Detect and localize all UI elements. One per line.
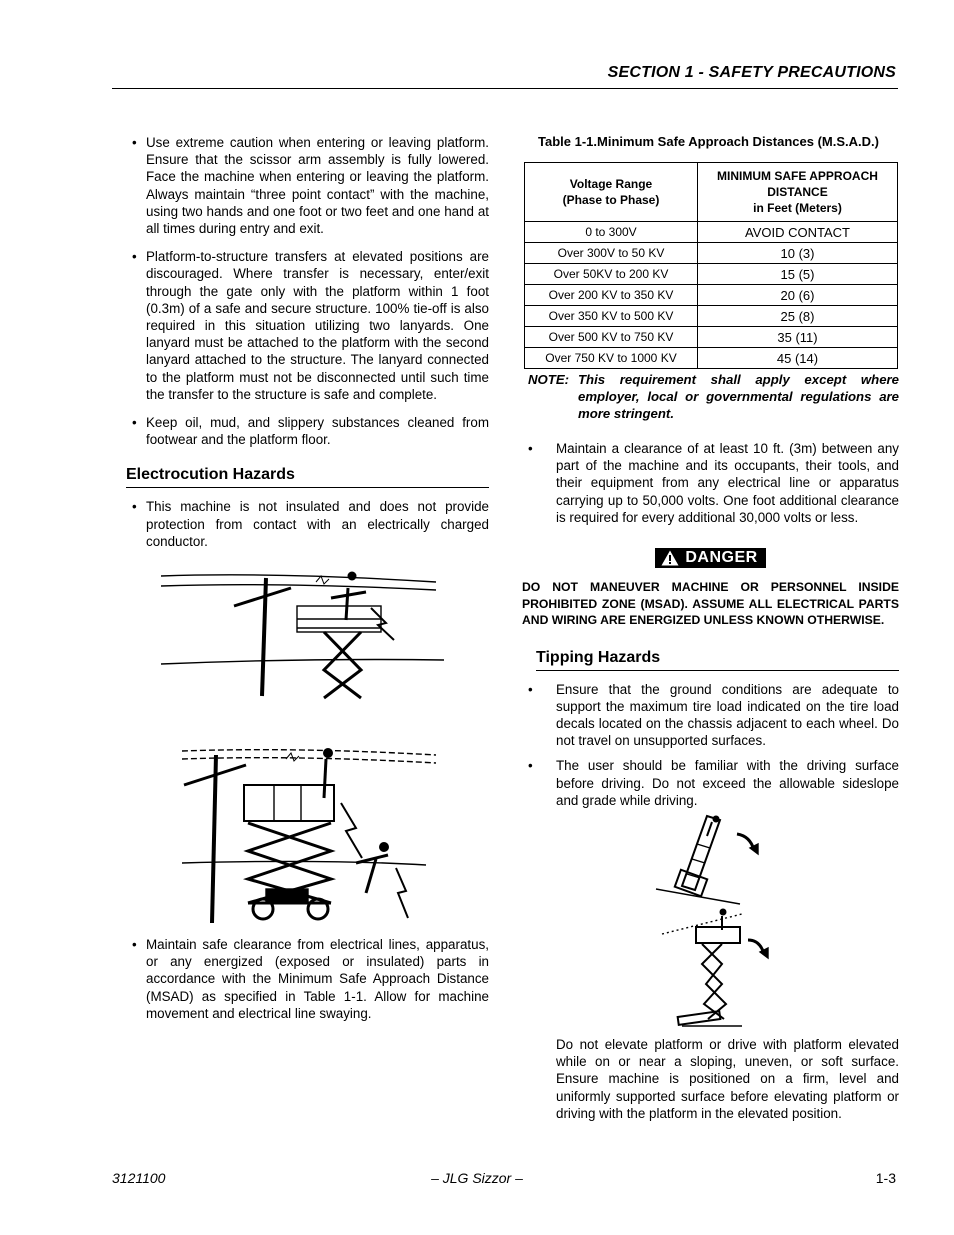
table-note [528, 371, 899, 422]
footer-doc-number: 3121100 [112, 1170, 166, 1186]
header-rule [112, 88, 898, 89]
electrocution-heading: Electrocution Hazards [126, 466, 489, 488]
cell-distance: 45 (14) [698, 348, 898, 369]
tipping-heading: Tipping Hazards [536, 649, 899, 671]
table-row [525, 348, 898, 369]
bullet-driving-surface: • The user should be familiar with the driving surface before driving. Do not exceed the allowable sideslope and grade while driving. [522, 757, 899, 809]
electrocution-illustration-1 [126, 568, 489, 703]
cell-range: Over 350 KV to 500 KV [525, 306, 698, 327]
table-row [525, 222, 898, 243]
cell-distance: AVOID CONTACT [698, 222, 898, 243]
cell-distance: 25 (8) [698, 306, 898, 327]
bullet-slippery: • Keep oil, mud, and slippery substances cleaned from footwear and the platform floor. [126, 414, 489, 448]
cell-distance: 10 (3) [698, 243, 898, 264]
electrocution-illustration-2 [126, 743, 489, 928]
cell-range: Over 200 KV to 350 KV [525, 285, 698, 306]
table-row [525, 306, 898, 327]
danger-label: DANGER [685, 549, 758, 567]
cell-distance: 20 (6) [698, 285, 898, 306]
bullet-clearance: • Maintain a clearance of at least 10 ft. (3m) between any part of the machine and its occupants, their tools, and their equipment from any electrical line or apparatus carrying up to 50,000 volts. One foot additional clearance is required for every additional 30,000 volts or less. [522, 440, 899, 526]
header-min-safe-distance: MINIMUM SAFE APPROACH DISTANCE in Feet (Meters) [698, 163, 898, 222]
danger-text: DO NOT MANEUVER MACHINE OR PERSONNEL INSIDE PROHIBITED ZONE (MSAD). ASSUME ALL ELECTRICAL PARTS AND WIRING ARE ENERGIZED UNLESS KNOWN OTHERWISE. [522, 580, 899, 628]
cell-range: 0 to 300V [525, 222, 698, 243]
bullet-transfers: • Platform-to-structure transfers at elevated positions are discouraged. Where transfer is necessary, enter/exit through the gate only with the platform within 1 foot (0.3m) of a safe and secure structure. 100% tie-off is also required in this situation utilizing two lanyards. One lanyard must be attached to the platform with the second lanyard attached to the structure. The lanyard connected to the platform must not be disconnected until such time the transfer to the structure is safe and complete. [126, 248, 489, 403]
table-row [525, 264, 898, 285]
table-row [525, 327, 898, 348]
tipping-paragraph: Do not elevate platform or drive with platform elevated while on or near a sloping, uneven, or soft surface. Ensure machine is positioned on a firm, level and uniformly supported surface before elevating platform or driving with the platform in the elevated position. [556, 1036, 899, 1121]
bullet-ground-conditions: • Ensure that the ground conditions are adequate to support the maximum tire load indicated on the tire load decals located on the chassis adjacent to each wheel. Do not travel on unsupported surfaces. [522, 681, 899, 750]
left-column [126, 134, 489, 1033]
tipping-illustration [522, 814, 899, 1034]
msad-table [524, 162, 898, 369]
table-header-row [525, 163, 898, 222]
footer-page-number: 1-3 [875, 1170, 896, 1186]
bullet-safe-clearance: • Maintain safe clearance from electrical lines, apparatus, or any energized (exposed or insulated) parts in accordance with the Minimum Safe Approach Distance (MSAD) as specified in Table 1-1. Allow for machine movement and electrical line swaying. [126, 936, 489, 1022]
note-text: This requirement shall apply except where employer, local or governmental regulations are more stringent. [578, 372, 899, 421]
header-voltage-range: Voltage Range (Phase to Phase) [525, 163, 698, 222]
bullet-entry-exit: • Use extreme caution when entering or leaving platform. Ensure that the scissor arm assembly is fully lowered. Face the machine when entering or leaving the platform. Always maintain “three point contact” with the machine, using two hands and one foot or two feet and one hand at all times during entry and exit. [126, 134, 489, 237]
cell-distance: 15 (5) [698, 264, 898, 285]
footer-title: – JLG Sizzor – [431, 1170, 523, 1186]
warning-triangle-icon [661, 550, 679, 566]
table-row [525, 243, 898, 264]
table-caption: Table 1-1.Minimum Safe Approach Distances (M.S.A.D.) [538, 134, 879, 149]
danger-banner [522, 548, 899, 571]
table-row [525, 285, 898, 306]
section-title: SECTION 1 - SAFETY PRECAUTIONS [607, 64, 896, 81]
cell-distance: 35 (11) [698, 327, 898, 348]
note-label: NOTE: [528, 372, 570, 387]
cell-range: Over 500 KV to 750 KV [525, 327, 698, 348]
bullet-not-insulated: • This machine is not insulated and does not provide protection from contact with an electrically charged conductor. [126, 498, 489, 550]
cell-range: Over 750 KV to 1000 KV [525, 348, 698, 369]
right-column [522, 134, 899, 1122]
cell-range: Over 300V to 50 KV [525, 243, 698, 264]
cell-range: Over 50KV to 200 KV [525, 264, 698, 285]
danger-badge [655, 548, 765, 568]
